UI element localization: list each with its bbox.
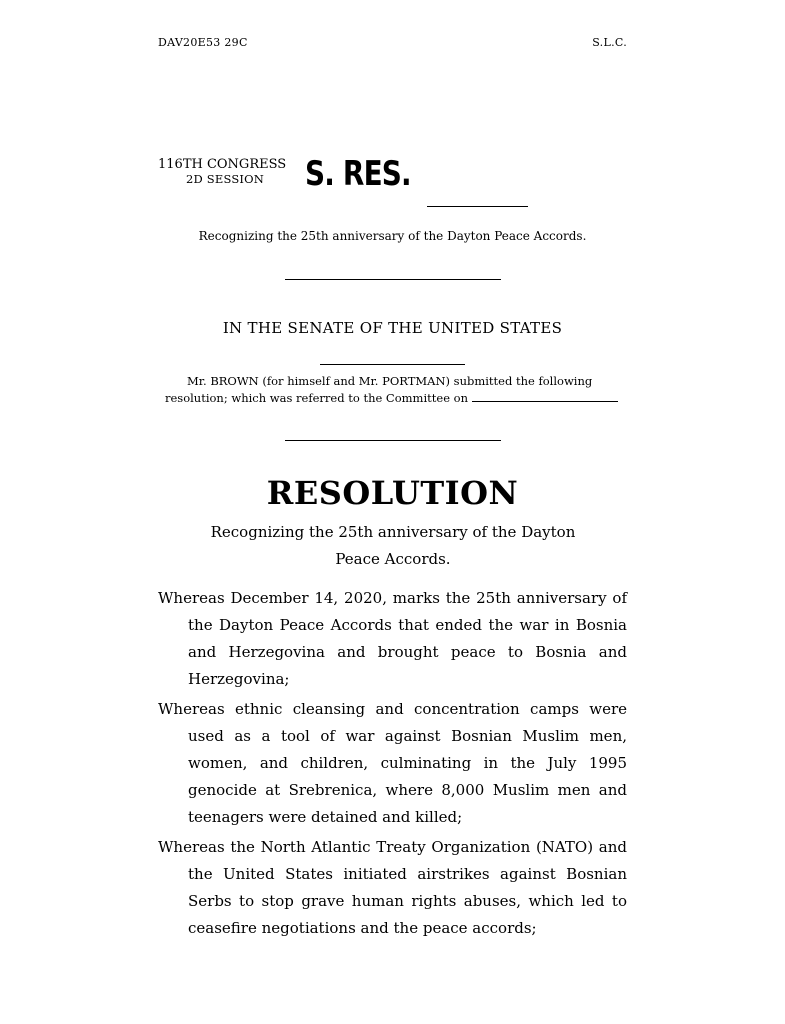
bill-number-blank (427, 206, 528, 207)
bill-caption: Recognizing the 25th anniversary of the Dayton Peace Accords. (198, 229, 587, 243)
sponsor-statement (165, 373, 620, 407)
congress-session-block (158, 157, 286, 187)
chamber-heading: IN THE SENATE OF THE UNITED STATES (222, 319, 563, 337)
congress-label: 116TH CONGRESS (158, 157, 287, 172)
sponsor-line-2: resolution; which was referred to the Committee on (165, 391, 468, 405)
bill-designation: S. RES. (305, 154, 411, 194)
document-code: DAV20E53 29C (158, 36, 248, 49)
whereas-clauses (158, 585, 627, 945)
divider-rule (285, 440, 501, 441)
document-status-code: S.L.C. (592, 36, 627, 49)
resolution-title: RESOLUTION (266, 474, 519, 512)
committee-blank (472, 401, 618, 402)
whereas-clause: Whereas December 14, 2020, marks the 25th anniversary of the Dayton Peace Accords that ended the war in Bosnia and Herzegovina and brought peace to Bosnia and Herzegovina; (158, 589, 627, 688)
sponsor-line-1: Mr. BROWN (for himself and Mr. PORTMAN) submitted the following (187, 374, 593, 388)
whereas-clause: Whereas the North Atlantic Treaty Organization (NATO) and the United States initiated airstrikes against Bosnian Serbs to stop grave human rights abuses, which led to ceasefire negotiations and the peace accords; (158, 838, 627, 937)
resolution-purpose: Recognizing the 25th anniversary of the Dayton Peace Accords. (210, 523, 576, 568)
session-label: 2D SESSION (186, 172, 265, 186)
divider-rule (285, 279, 501, 280)
divider-rule (320, 364, 465, 365)
whereas-clause: Whereas ethnic cleansing and concentration camps were used as a tool of war against Bosnian Muslim men, women, and children, culminating in the July 1995 genocide at Srebrenica, where 8,000 Muslim men and teenagers were detained and killed; (158, 700, 627, 826)
